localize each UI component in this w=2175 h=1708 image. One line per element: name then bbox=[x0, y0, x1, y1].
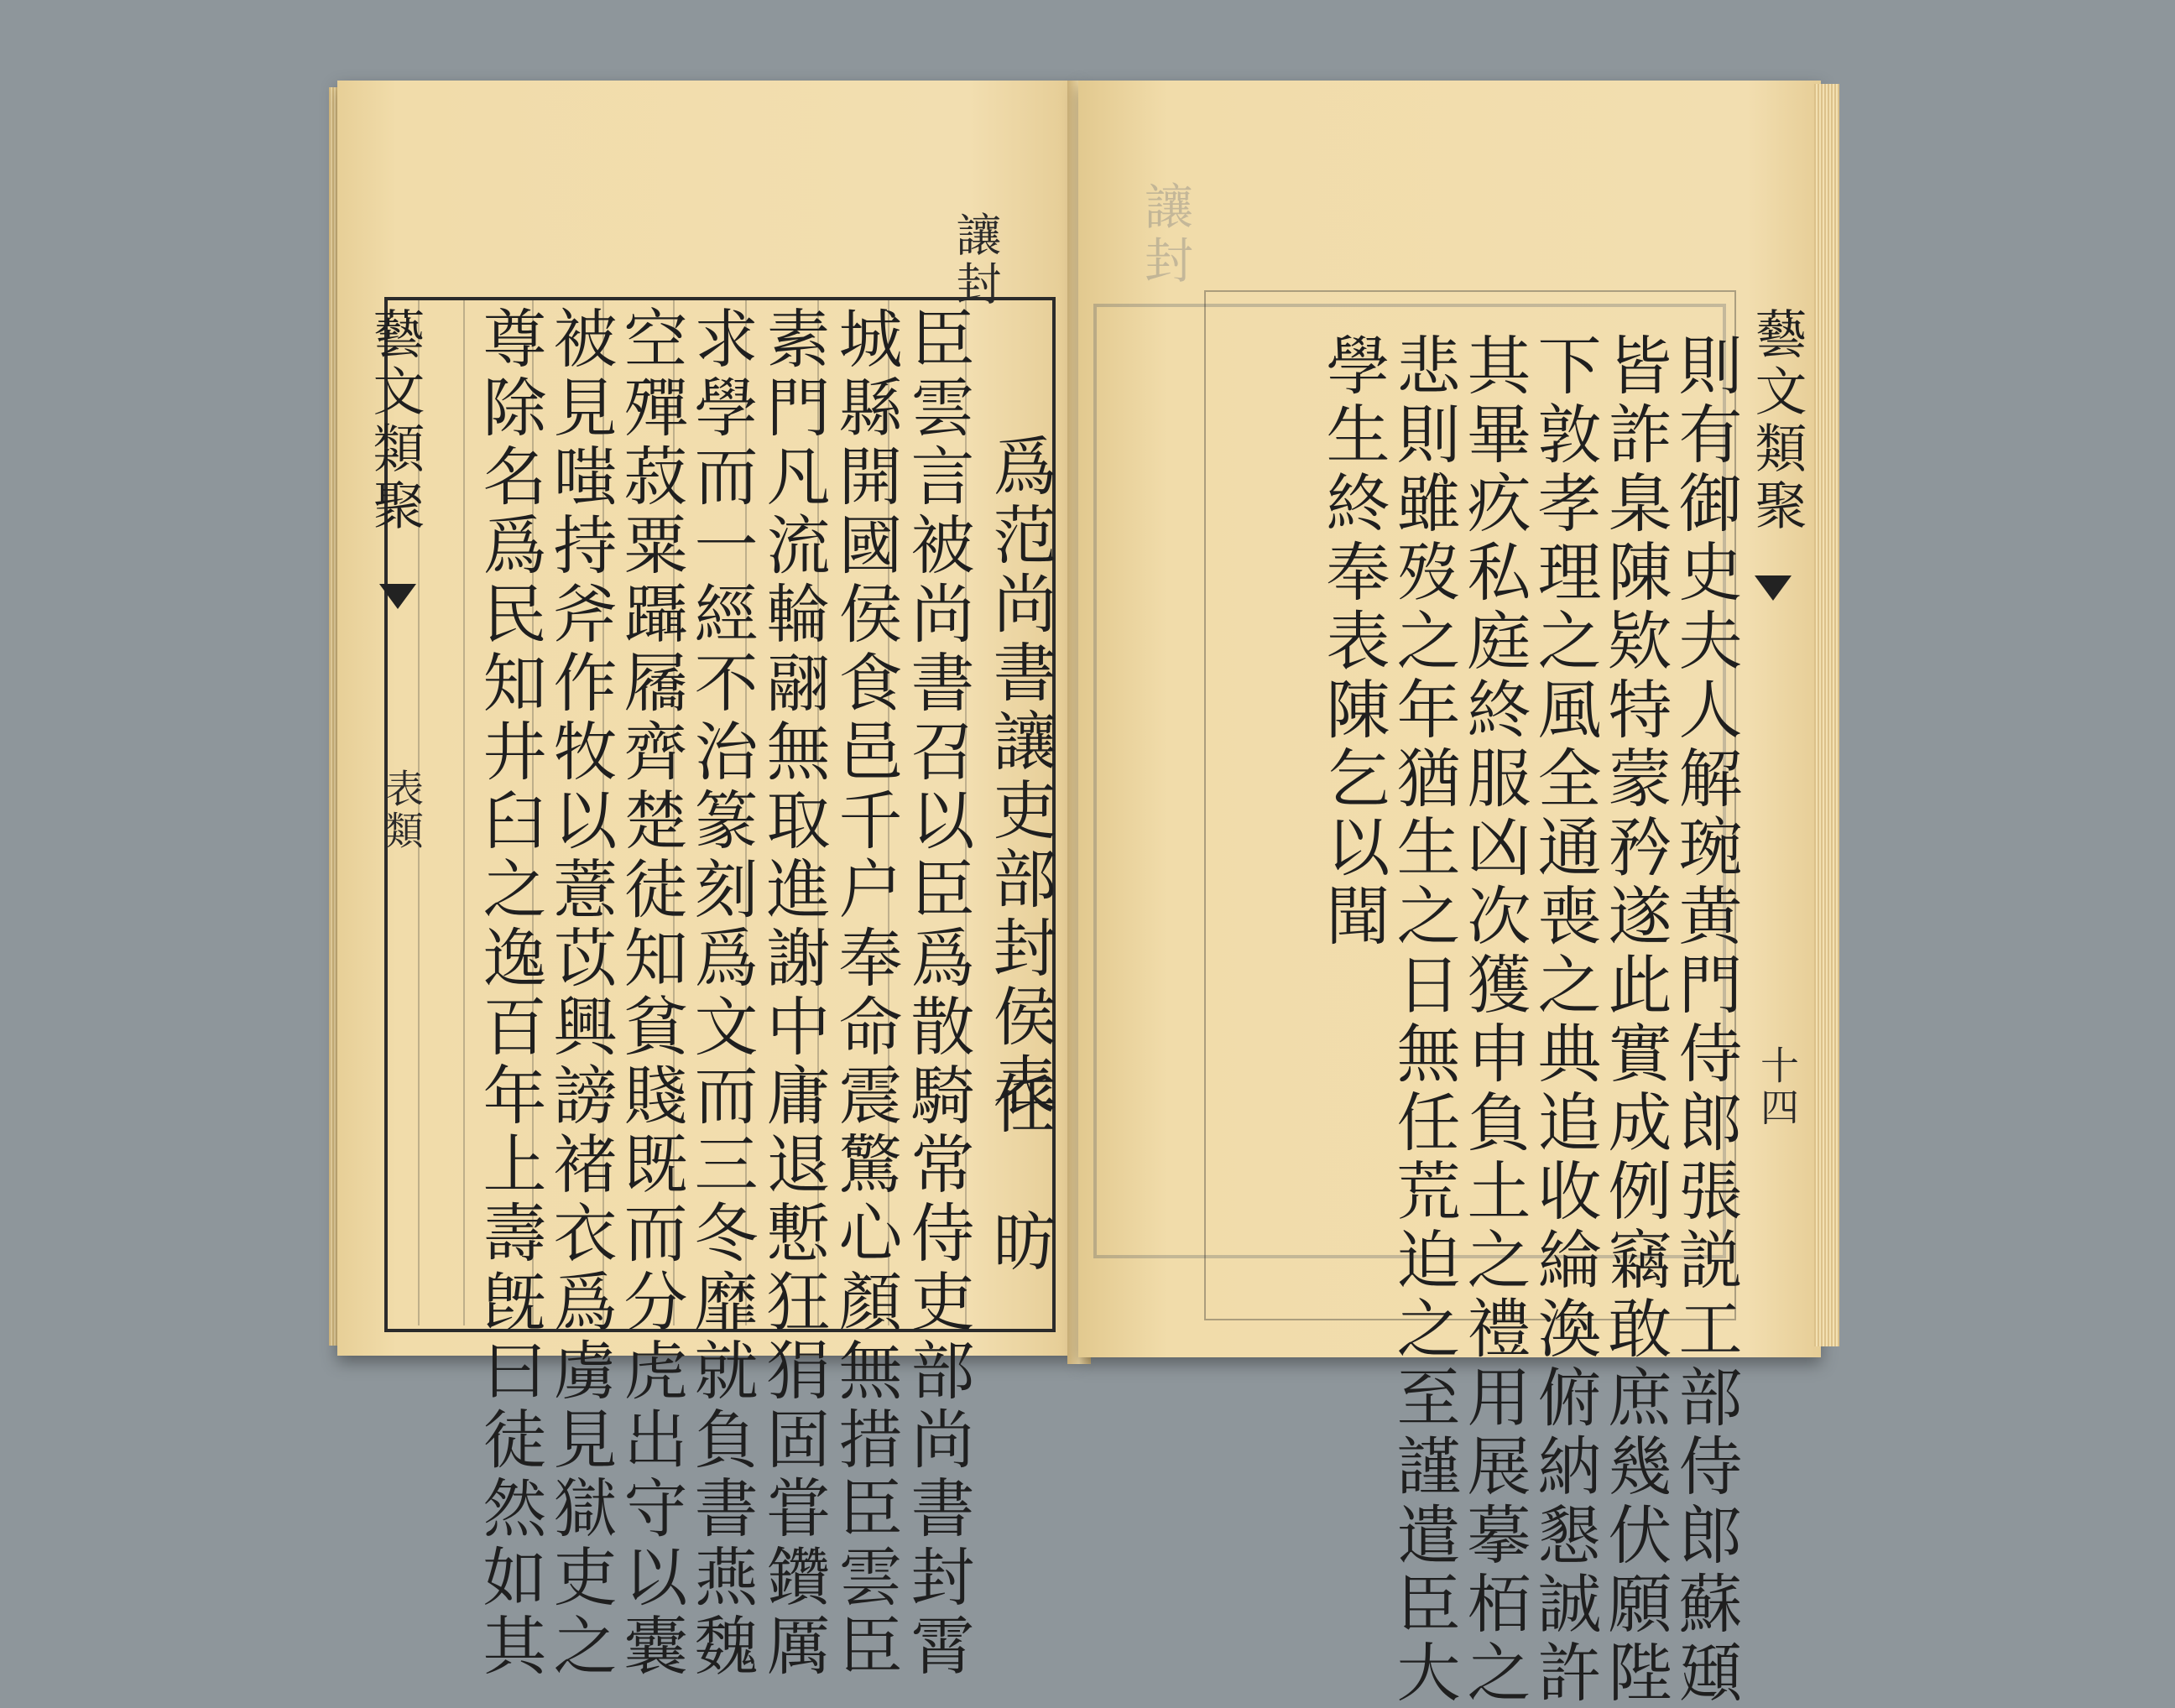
left-col-7: 空殫菽粟躡屩齊楚徒知貧賤既而分虎出守以囊 bbox=[613, 305, 688, 1681]
right-col-3: 下敦孝理之風全通喪之典追收綸渙俯納懇誠許 bbox=[1527, 332, 1602, 1708]
right-col-2: 皆詐臬陳欵特蒙矜遂此實成例竊敢庶幾伏願陛 bbox=[1598, 332, 1672, 1708]
right-col-1: 則有御史夫人解琬黄門侍郎張説工部侍郎蘇頲 bbox=[1668, 332, 1743, 1708]
page-edges-right bbox=[1814, 84, 1839, 1346]
fishtail-mark-right bbox=[1755, 575, 1792, 601]
left-page bbox=[337, 81, 1080, 1681]
right-col-4: 其畢疚私庭終服凶次獲申負土之禮用展摹栢之 bbox=[1457, 332, 1531, 1708]
left-col-3: 臣雲言被尚書召以臣爲散騎常侍吏部尚書封霄 bbox=[900, 305, 975, 1681]
right-col-6: 學生終奉表陳乞以聞 bbox=[1316, 332, 1390, 951]
right-col-5: 悲則雖歿之年猶生之日無任荒迫之至謹遣臣大 bbox=[1386, 332, 1461, 1708]
right-margin-title: 藝文類聚 bbox=[1746, 307, 1807, 535]
open-book bbox=[329, 81, 1839, 1708]
left-margin-section: 表類 bbox=[379, 768, 425, 852]
left-col-5: 素門凡流輪翮無取進謝中庸退慙狂狷固甞鑽厲 bbox=[756, 305, 831, 1681]
left-col-4: 城縣開國侯食邑千户奉命震驚心顏無措臣雲臣 bbox=[828, 305, 903, 1681]
left-col-1: 爲范尚書讓吏部封侯表 bbox=[983, 433, 1057, 1121]
left-col-8: 被見嗤持斧作牧以薏苡興謗褚衣爲虜見獄吏之 bbox=[543, 305, 618, 1681]
left-heading: 讓封 bbox=[949, 211, 1002, 309]
left-margin-title: 藝文類聚 bbox=[364, 307, 425, 535]
fishtail-mark bbox=[379, 584, 416, 609]
left-col-2: 任 昉 bbox=[983, 1070, 1057, 1277]
left-col-6: 求學而一經不治篆刻爲文而三冬靡就負書燕魏 bbox=[684, 305, 759, 1681]
right-margin-page: 十四 bbox=[1755, 1045, 1800, 1129]
left-col-9: 尊除名爲民知井臼之逸百年上壽旣曰徒然如其 bbox=[472, 305, 547, 1681]
right-page: 讓封 藝文類聚 十四 則有御史夫人解琬黄門侍郎張説工部侍郎蘇頲 皆詐臬陳欵特蒙矜遂此實成例竊敢庶幾伏願陛 下敦孝理之風全通喪之典追收綸渙俯納懇誠許 其畢疚私庭終服凶次獲申負土之禮用展摹栢之 悲則雖歿之年猶生之日無任荒迫之至謹遣臣大 學生終奉表陳乞以聞 bbox=[1078, 81, 1821, 1357]
